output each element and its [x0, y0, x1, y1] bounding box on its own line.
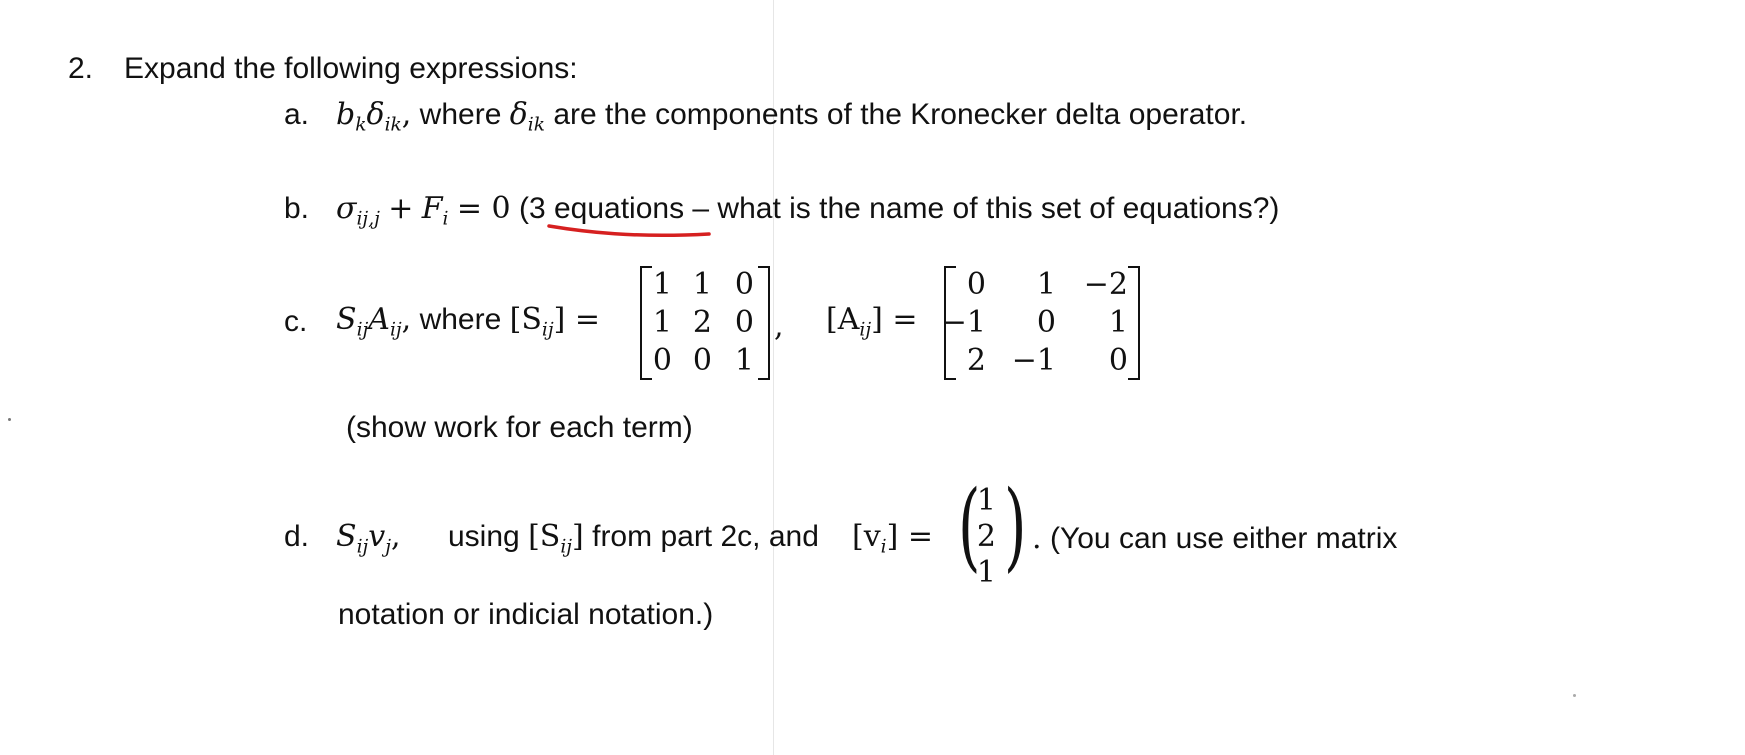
s-matrix [650, 266, 760, 376]
s-matrix-cell: 2 [692, 305, 712, 340]
s-matrix-cell: 0 [734, 267, 754, 302]
part-d-trailing-text: (You can use either matrix [1050, 522, 1398, 555]
red-underline-mark [545, 222, 715, 244]
a-matrix [941, 266, 1142, 378]
v-vector-cell: 2 [976, 519, 996, 554]
s-matrix-cell: 0 [734, 305, 754, 340]
part-d-second-line: notation or indicial notation.) [338, 598, 714, 631]
part-d-expression: $S_{ij}v_j$, [336, 519, 401, 558]
show-work-note: (show work for each term) [346, 411, 693, 444]
v-vector-cell: 1 [976, 483, 996, 518]
s-matrix-cell: 1 [692, 267, 712, 302]
v-vector-cell: 1 [976, 555, 996, 590]
part-d-label: d. [284, 520, 310, 553]
part-c-label: c. [284, 305, 308, 338]
s-matrix-cell: 0 [652, 343, 672, 378]
a-matrix-cell: −2 [1083, 267, 1128, 302]
s-matrix-right-bracket [758, 266, 770, 380]
v-vector-right-paren: ) [1004, 470, 1027, 582]
a-matrix-right-bracket [1128, 266, 1140, 380]
vector-period: . [1032, 521, 1042, 556]
v-vector-lhs: $[v_i]$ = [852, 519, 933, 558]
a-matrix-cell: 1 [1108, 305, 1128, 340]
problem-number: 2. [68, 52, 94, 85]
a-matrix-cell: 0 [1036, 305, 1056, 340]
matrix-separator-comma: , [774, 309, 784, 344]
s-matrix-cell: 1 [652, 305, 672, 340]
underlined-phrase: 3 equations [528, 192, 685, 225]
v-vector [972, 482, 1002, 592]
s-matrix-cell: 1 [652, 267, 672, 302]
v-vector-left-paren: ( [958, 470, 981, 582]
part-a-label: a. [284, 98, 310, 131]
part-b-label: b. [284, 192, 310, 225]
s-matrix-cell: 0 [692, 343, 712, 378]
a-matrix-cell: 0 [1108, 343, 1128, 378]
scan-speck [1573, 694, 1576, 697]
a-matrix-cell: 0 [966, 267, 986, 302]
problem-heading: Expand the following expressions: [124, 52, 578, 85]
part-a-expression: $b_k\delta_{ik}$, where $\delta_{ik}$ are the components of the Kronecker delta operator. [336, 97, 1248, 136]
part-d-text: using $[S_{ij}]$ from part 2c, and [448, 519, 819, 558]
s-matrix-cell: 1 [734, 343, 754, 378]
part-c-expression: $S_{ij}A_{ij}$, where $[S_{ij}]$ = [336, 302, 600, 341]
a-matrix-cell: 2 [966, 343, 986, 378]
a-matrix-cell: −1 [1011, 343, 1056, 378]
a-matrix-cell: 1 [1036, 267, 1056, 302]
part-b-expression: $\sigma_{ij,j} + F_i = 0$ (3 equations – what is the name of this set of equations?) [336, 191, 1280, 230]
a-matrix-lhs: $[A_{ij}]$ = [826, 302, 918, 341]
a-matrix-cell: −1 [941, 305, 986, 340]
scan-speck [8, 418, 11, 421]
